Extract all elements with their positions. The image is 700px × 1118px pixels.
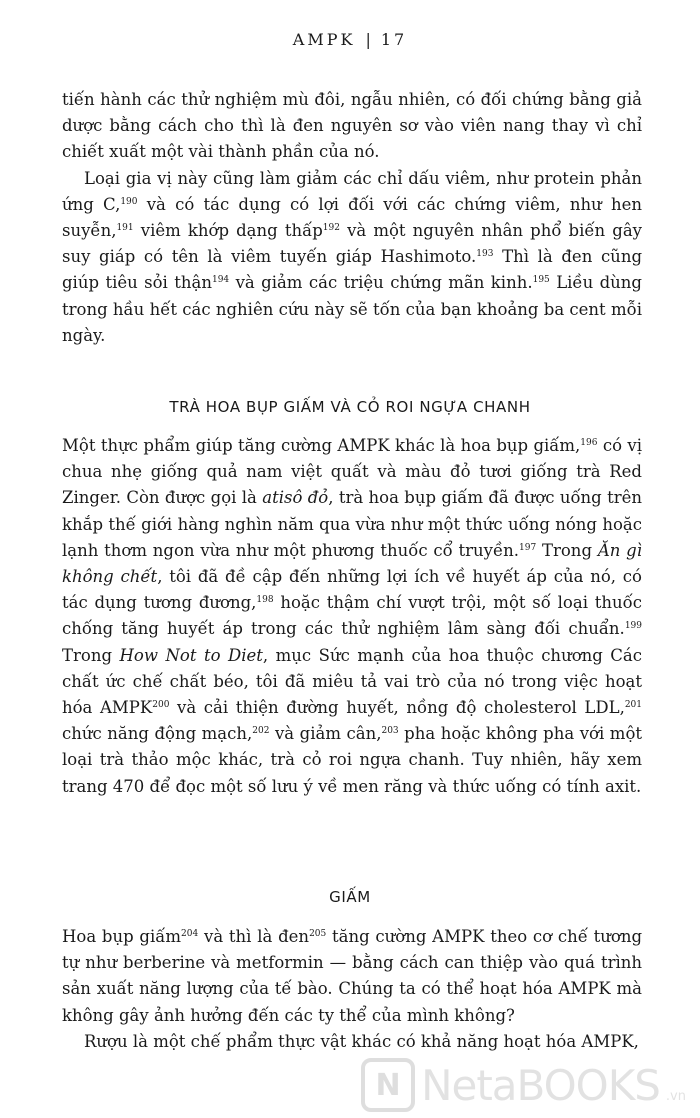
footnote-199[interactable]: 199 [624, 621, 642, 632]
footnote-194[interactable]: 194 [211, 275, 230, 286]
footnote-196[interactable]: 196 [580, 438, 598, 448]
footnote-193[interactable]: 193 [476, 249, 494, 260]
section-1-body [62, 87, 642, 349]
watermark-suffix: .vn [665, 1089, 686, 1104]
section-3-body [62, 924, 642, 1055]
footnote-201[interactable]: 201 [624, 700, 643, 711]
netabooks-logo-icon: N [361, 1058, 415, 1112]
footnote-190[interactable]: 190 [120, 196, 138, 207]
watermark-text: NetaBOOKS [421, 1060, 660, 1110]
footnote-191[interactable]: 191 [116, 223, 134, 234]
netabooks-watermark [361, 1058, 686, 1112]
section-2-body [62, 433, 642, 800]
page-number: 17 [380, 30, 408, 49]
footnote-198[interactable]: 198 [256, 595, 274, 606]
section-heading-hibiscus: TRÀ HOA BỤP GIẤM VÀ CỎ ROI NGỰA CHANH [169, 398, 531, 416]
paragraph-alcohol: Rượu là một chế phẩm thực vật khác có khả năng hoạt hóa AMPK, [84, 1031, 639, 1051]
header-title: AMPK [292, 30, 356, 49]
paragraph-black-cumin-benefits: Loại gia vị này cũng làm giảm các chỉ dấu viêm, như protein phản ứng C,$^{190}$ và có tác dụng có lợi đối với các chứng viêm, như hen suyễn,$^{191}$ viêm khớp dạng thấp$^{192}$ và một nguyên nhân phổ biến gây suy giáp có tên là viêm tuyến giáp Hashimoto.$^{193}$ Thì là đen cũng giúp tiêu sỏi thận$^{194}$ và giảm các triệu chứng mãn kinh.$^{195}$ Liều dùng trong hầu hết các nghiên cứu này sẽ tốn của bạn khoảng ba cent mỗi ngày. [62, 168, 643, 345]
paragraph-continuation: tiến hành các thử nghiệm mù đôi, ngẫu nhiên, có đối chứng bằng giả dược bằng cách cho thì là đen nguyên sơ vào viên nang thay vì chỉ chiết xuất một vài thành phần của nó. [62, 90, 642, 162]
paragraph-vinegar-intro: Hoa bụp giấm$^{204}$ và thì là đen$^{205}$ tăng cường AMPK theo cơ chế tương tự như berberine và metformin — bằng cách can thiệp vào quá trình sản xuất năng lượng của tế bào. Chúng ta có thể hoạt hóa AMPK mà không gây ảnh hưởng đến các ty thể của mình không? [62, 927, 643, 1025]
footnote-205[interactable]: 205 [309, 929, 327, 939]
book-title-how-not-to-diet: How Not to Diet [119, 645, 263, 665]
book-title-how-not-to-die: Ăn gì không chết [62, 540, 642, 587]
running-header [0, 30, 700, 49]
footnote-192[interactable]: 192 [322, 223, 340, 234]
footnote-202[interactable]: 202 [252, 726, 270, 737]
footnote-204[interactable]: 204 [181, 929, 199, 939]
footnote-195[interactable]: 195 [532, 275, 550, 286]
paragraph-hibiscus-tea: Một thực phẩm giúp tăng cường AMPK khác là hoa bụp giấm,$^{196}$ có vị chua nhẹ giống quả nam việt quất và màu đỏ tươi giống trà Red Zinger. Còn được gọi là atisô đỏ, trà hoa bụp giấm đã được uống trên khắp thế giới hàng nghìn năm qua vừa như một thức uống nóng hoặc lạnh thơm ngon vừa như một phương thuốc cổ truyền.$^{197}$ Trong Ăn gì không chết, tôi đã đề cập đến những lợi ích về huyết áp của nó, có tác dụng tương đương,$^{198}$ hoặc thậm chí vượt trội, một số loại thuốc chống tăng huyết áp trong các thử nghiệm lâm sàng đối chuẩn.$^{199}$ Trong How Not to Diet, mục Sức mạnh của hoa thuộc chương Các chất ức chế chất béo, tôi đã miêu tả vai trò của nó trong việc hoạt hóa AMPK$^{200}$ và cải thiện đường huyết, nồng độ cholesterol LDL,$^{201}$ chức năng động mạch,$^{202}$ và giảm cân,$^{203}$ pha hoặc không pha với một loại trà thảo mộc khác, trà cỏ roi ngựa chanh. Tuy nhiên, hãy xem trang 470 để đọc một số lưu ý về men răng và thức uống có tính axit. [62, 436, 643, 796]
section-heading-vinegar: GIẤM [329, 888, 371, 906]
italic-term: atisô đỏ [262, 488, 329, 508]
footnote-203[interactable]: 203 [381, 726, 399, 737]
footnote-200[interactable]: 200 [152, 700, 170, 711]
footnote-197[interactable]: 197 [519, 542, 537, 553]
header-separator: | [365, 30, 371, 49]
